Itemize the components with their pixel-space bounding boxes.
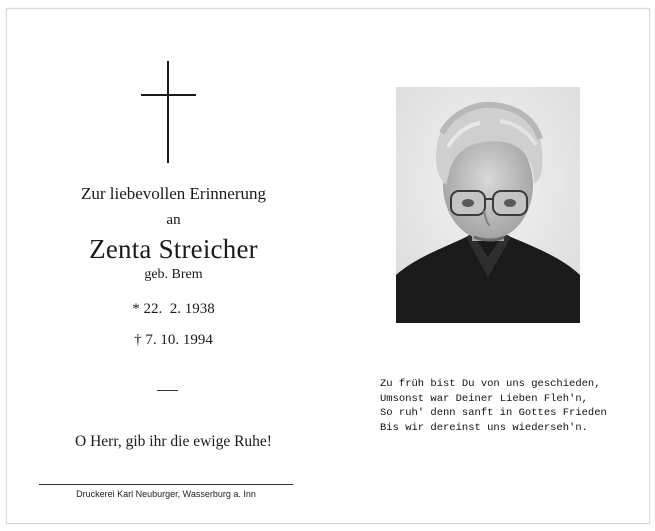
- left-page: [7, 9, 340, 523]
- poem-line: So ruh' denn sanft in Gottes Frieden: [380, 407, 607, 419]
- birth-date: * 22. 2. 1938: [132, 301, 215, 317]
- printer-divider: [39, 484, 293, 485]
- deceased-name: Zenta Streicher: [89, 234, 258, 264]
- divider: [157, 390, 178, 391]
- portrait-photo: [396, 87, 580, 323]
- death-date: † 7. 10. 1994: [134, 332, 213, 348]
- cross-icon-horizontal: [141, 94, 196, 96]
- right-page: [340, 9, 649, 523]
- poem-line: Bis wir dereinst uns wiederseh'n.: [380, 421, 588, 434]
- an-text: an: [166, 212, 181, 228]
- poem: [380, 377, 640, 435]
- intro-text: Zur liebevollen Erinnerung: [80, 184, 267, 203]
- maiden-name: geb. Brem: [144, 267, 203, 282]
- cross-icon-vertical: [167, 61, 169, 163]
- memorial-card: [6, 8, 650, 524]
- poem-line: Umsonst war Deiner Lieben Fleh'n,: [380, 392, 588, 405]
- poem-line: Zu früh bist Du von uns geschieden,: [380, 378, 601, 390]
- printer-credit: Druckerei Karl Neuburger, Wasserburg a. Inn: [76, 489, 256, 499]
- prayer-text: O Herr, gib ihr die ewige Ruhe!: [75, 433, 272, 450]
